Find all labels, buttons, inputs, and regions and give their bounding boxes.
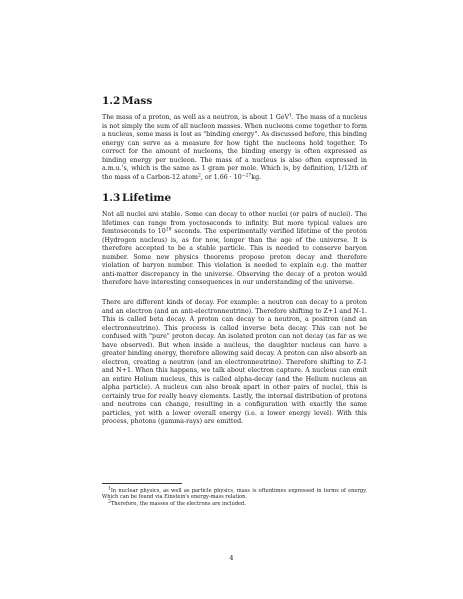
section-title: Mass: [122, 95, 153, 107]
paragraph: [102, 114, 367, 182]
section-heading: [102, 95, 367, 108]
footnote-mark: 1: [108, 486, 111, 492]
superscript: 19: [165, 227, 172, 233]
superscript: 1: [289, 113, 292, 119]
page-number: 4: [229, 554, 234, 562]
section-lifetime: [102, 192, 367, 288]
text-run: Not all nuclei are stable. Some can decay to other nuclei (or pairs of nuclei). The lifetimes can range from yoctoseconds to infinity. But more typical values are femtoseconds to 10: [102, 211, 367, 235]
text-run: The mass of a proton, as well as a neutron, is about 1 GeV: [102, 114, 290, 121]
footnote-2: [102, 501, 367, 507]
footnote-text: In nuclear physics, as well as particle physics, mass is oftentimes expressed in terms of energy. Which can be found via Einstein's energy-mass relation.: [102, 488, 367, 501]
text-run: , or 1.66 · 10: [200, 173, 242, 181]
section-mass: [102, 95, 367, 182]
footnote-text: Therefore, the masses of the electrons are included.: [110, 501, 246, 507]
text-run: seconds. The experimentally verified lifetime of the proton (Hydrogen nucleus) is, as for now, longer than the age of the universe. It is therefore accepted to be a stable particle. This is needed to conserve baryon number. Some new physics theorems propose proton decay and therefore violation of baryon number. This violation is needed to explain e.g. the matter anti-matter discrepancy in the universe. Observing the decay of a proton would therefore have interesting consequences in our understanding of the universe.: [102, 228, 367, 286]
section-title: Lifetime: [122, 192, 172, 204]
section-number: 1.3: [102, 192, 121, 204]
footnote-mark: 2: [108, 499, 111, 505]
footnote-1: [102, 488, 367, 501]
superscript: 2: [198, 173, 201, 178]
section-heading: [102, 192, 367, 205]
paragraph: [102, 211, 367, 288]
paragraph: [102, 299, 367, 427]
text-run: kg.: [251, 173, 262, 181]
section-number: 1.2: [102, 95, 121, 107]
footnote-rule: [102, 483, 182, 484]
text-run: . The mass of a nucleus is not simply the sum of all nucleon masses. When nucleons come together to form a nucleus, some mass is lost as "binding energy". As discussed before, this binding energy can serve as a measure for how tight the nucleons hold together. To correct for the amount of nucleons, the binding energy is often expressed as binding energy per nucleon. The mass of a nucleus is also often expressed in a.m.u.'s, which is the same as 1 gram per mole. Which is, by definition, 1/12th of the mass of a Carbon-12 atom: [102, 114, 367, 181]
section-lifetime-continued: [102, 299, 367, 427]
text-run: There are different kinds of decay. For example: a neutron can decay to a proton and an electron (and an anti-electronneutrino). Therefore shifting to Z+1 and N-1. This is called beta decay. A proton can decay to a neutron, a positron (and an electronneutrino). This process is called inverse beta decay. This can not be confused with "pure" proton decay. An isolated proton can not decay (as far as we have observed). But when inside a nucleus, the daughter nucleus can have a greater binding energy, therefore allowing said decay. A proton can also absorb an electron, creating a neutron (and an electronneutrino). Therefore shifting to Z-1 and N+1. When this happens, we talk about electron capture. A nucleus can emit an entire Helium nucleus, this is called alpha-decay (and the Helium nucleus an alpha particle). A nucleus can also break apart in other pairs of nuclei, this is certainly true for really heavy elements. Lastly, the internal distribution of protons and neutrons can change, resulting in a configuration with exactly the same particles, yet with a lower overall energy (i.e. a lower energy level). With this process, photons (gamma-rays) are emitted.: [102, 299, 367, 425]
superscript: −27: [241, 173, 252, 178]
